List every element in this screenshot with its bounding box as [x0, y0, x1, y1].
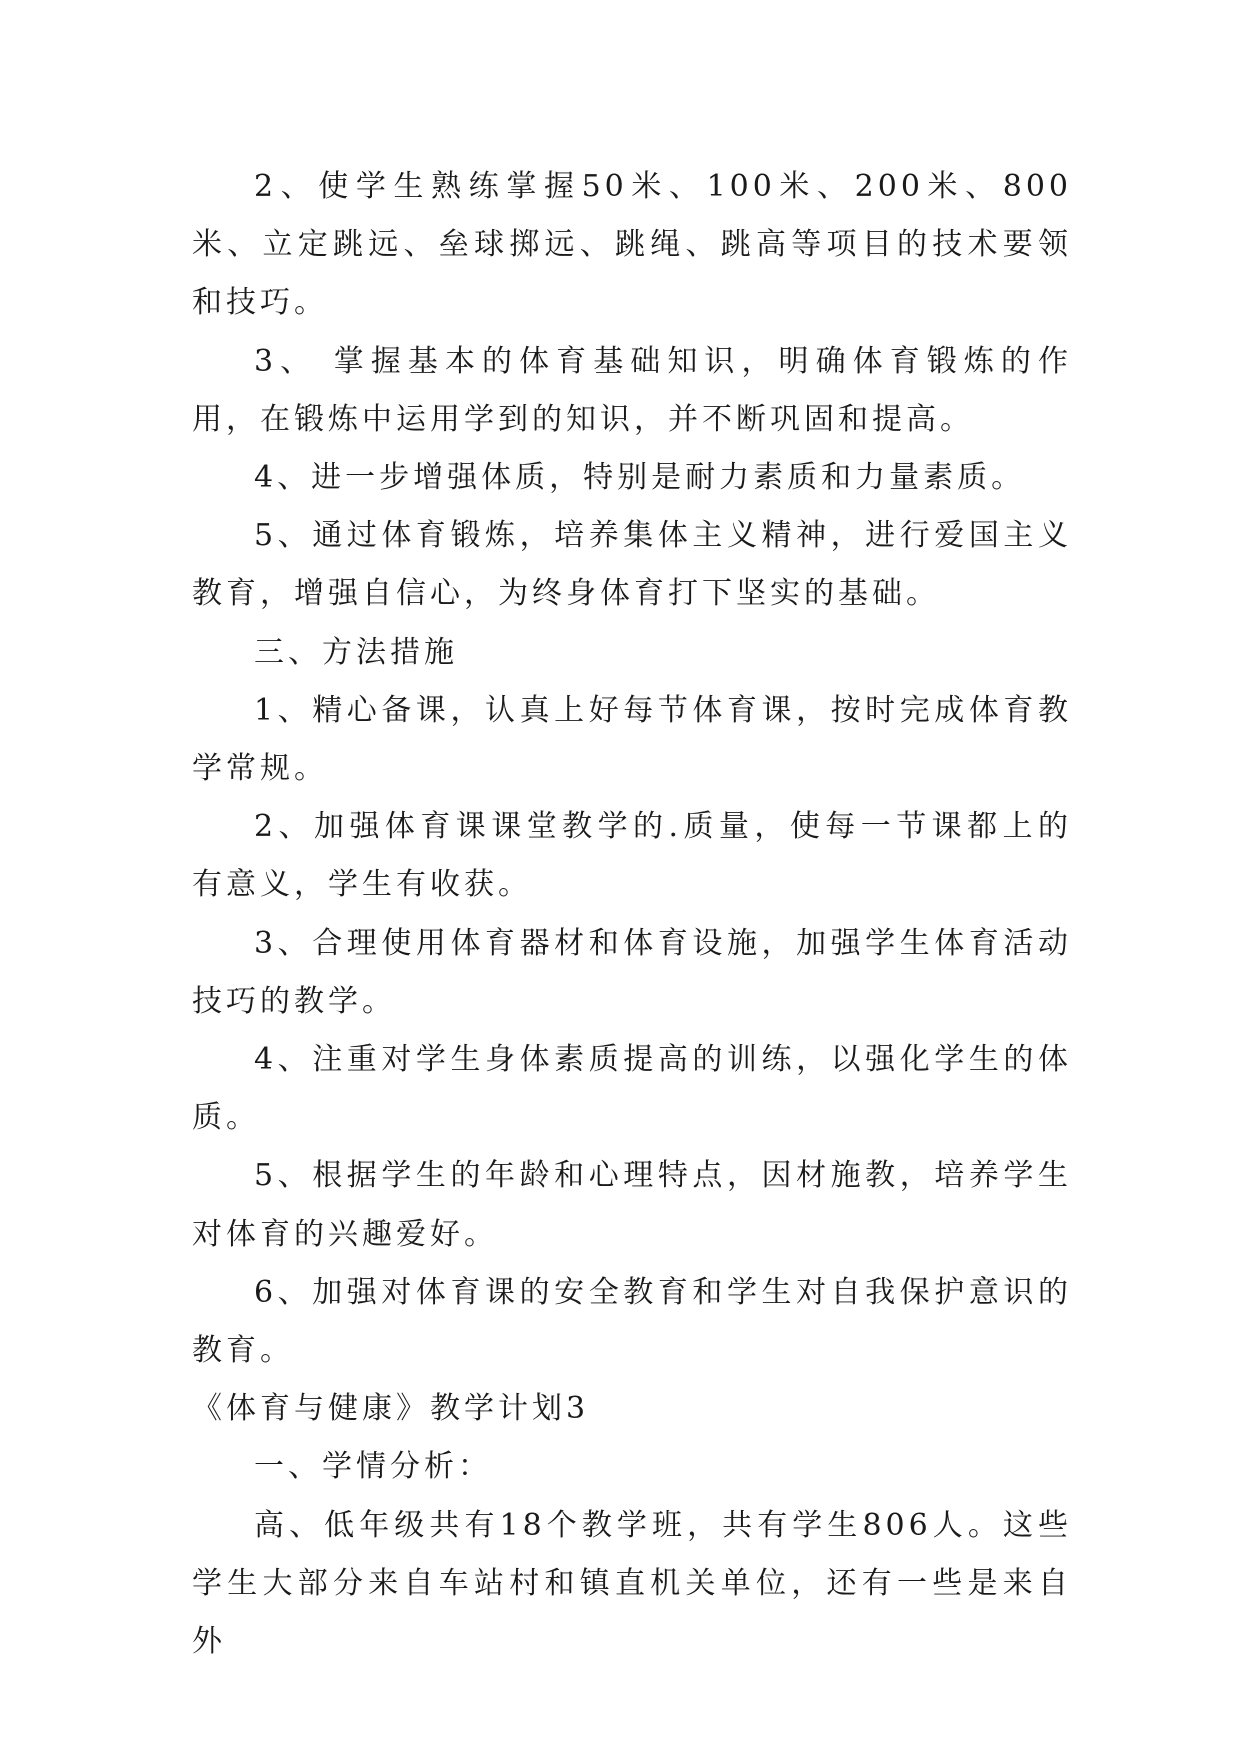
paragraph-method-1: 1、精心备课，认真上好每节体育课，按时完成体育教学常规。 — [192, 692, 1072, 787]
section-heading-methods: 三、方法措施 — [254, 634, 458, 670]
paragraph-method-2: 2、加强体育课课堂教学的.质量，使每一节课都上的有意义，学生有收获。 — [192, 809, 1072, 903]
paragraph-method-5: 5、根据学生的年龄和心理特点，因材施教，培养学生对体育的兴趣爱好。 — [192, 1158, 1072, 1252]
paragraph-method-6: 6、加强对体育课的安全教育和学生对自我保护意识的教育。 — [192, 1274, 1072, 1369]
section-heading-analysis: 一、学情分析： — [254, 1449, 492, 1485]
paragraph-analysis: 高、低年级共有18个教学班，共有学生806人。这些学生大部分来自车站村和镇直机关单位，还有一些是来自外 — [192, 1507, 1072, 1660]
paragraph-goal-5: 5、通过体育锻炼，培养集体主义精神，进行爱国主义教育，增强自信心，为终身体育打下坚实的基础。 — [192, 518, 1072, 612]
paragraph-goal-2: 2、使学生熟练掌握50米、100米、200米、800米、立定跳远、垒球掷远、跳绳、跳高等项目的技术要领和技巧。 — [192, 169, 1072, 321]
paragraph-goal-4: 4、进一步增强体质，特别是耐力素质和力量素质。 — [254, 460, 1026, 496]
paragraph-goal-3: 3、 掌握基本的体育基础知识，明确体育锻炼的作用，在锻炼中运用学到的知识，并不断巩固和提高。 — [192, 343, 1072, 437]
paragraph-method-3: 3、合理使用体育器材和体育设施，加强学生体育活动技巧的教学。 — [192, 925, 1072, 1019]
document-body — [192, 158, 1072, 1671]
paragraph-method-4: 4、注重对学生身体素质提高的训练，以强化学生的体质。 — [192, 1042, 1072, 1136]
plan-title: 《体育与健康》教学计划3 — [192, 1391, 590, 1427]
